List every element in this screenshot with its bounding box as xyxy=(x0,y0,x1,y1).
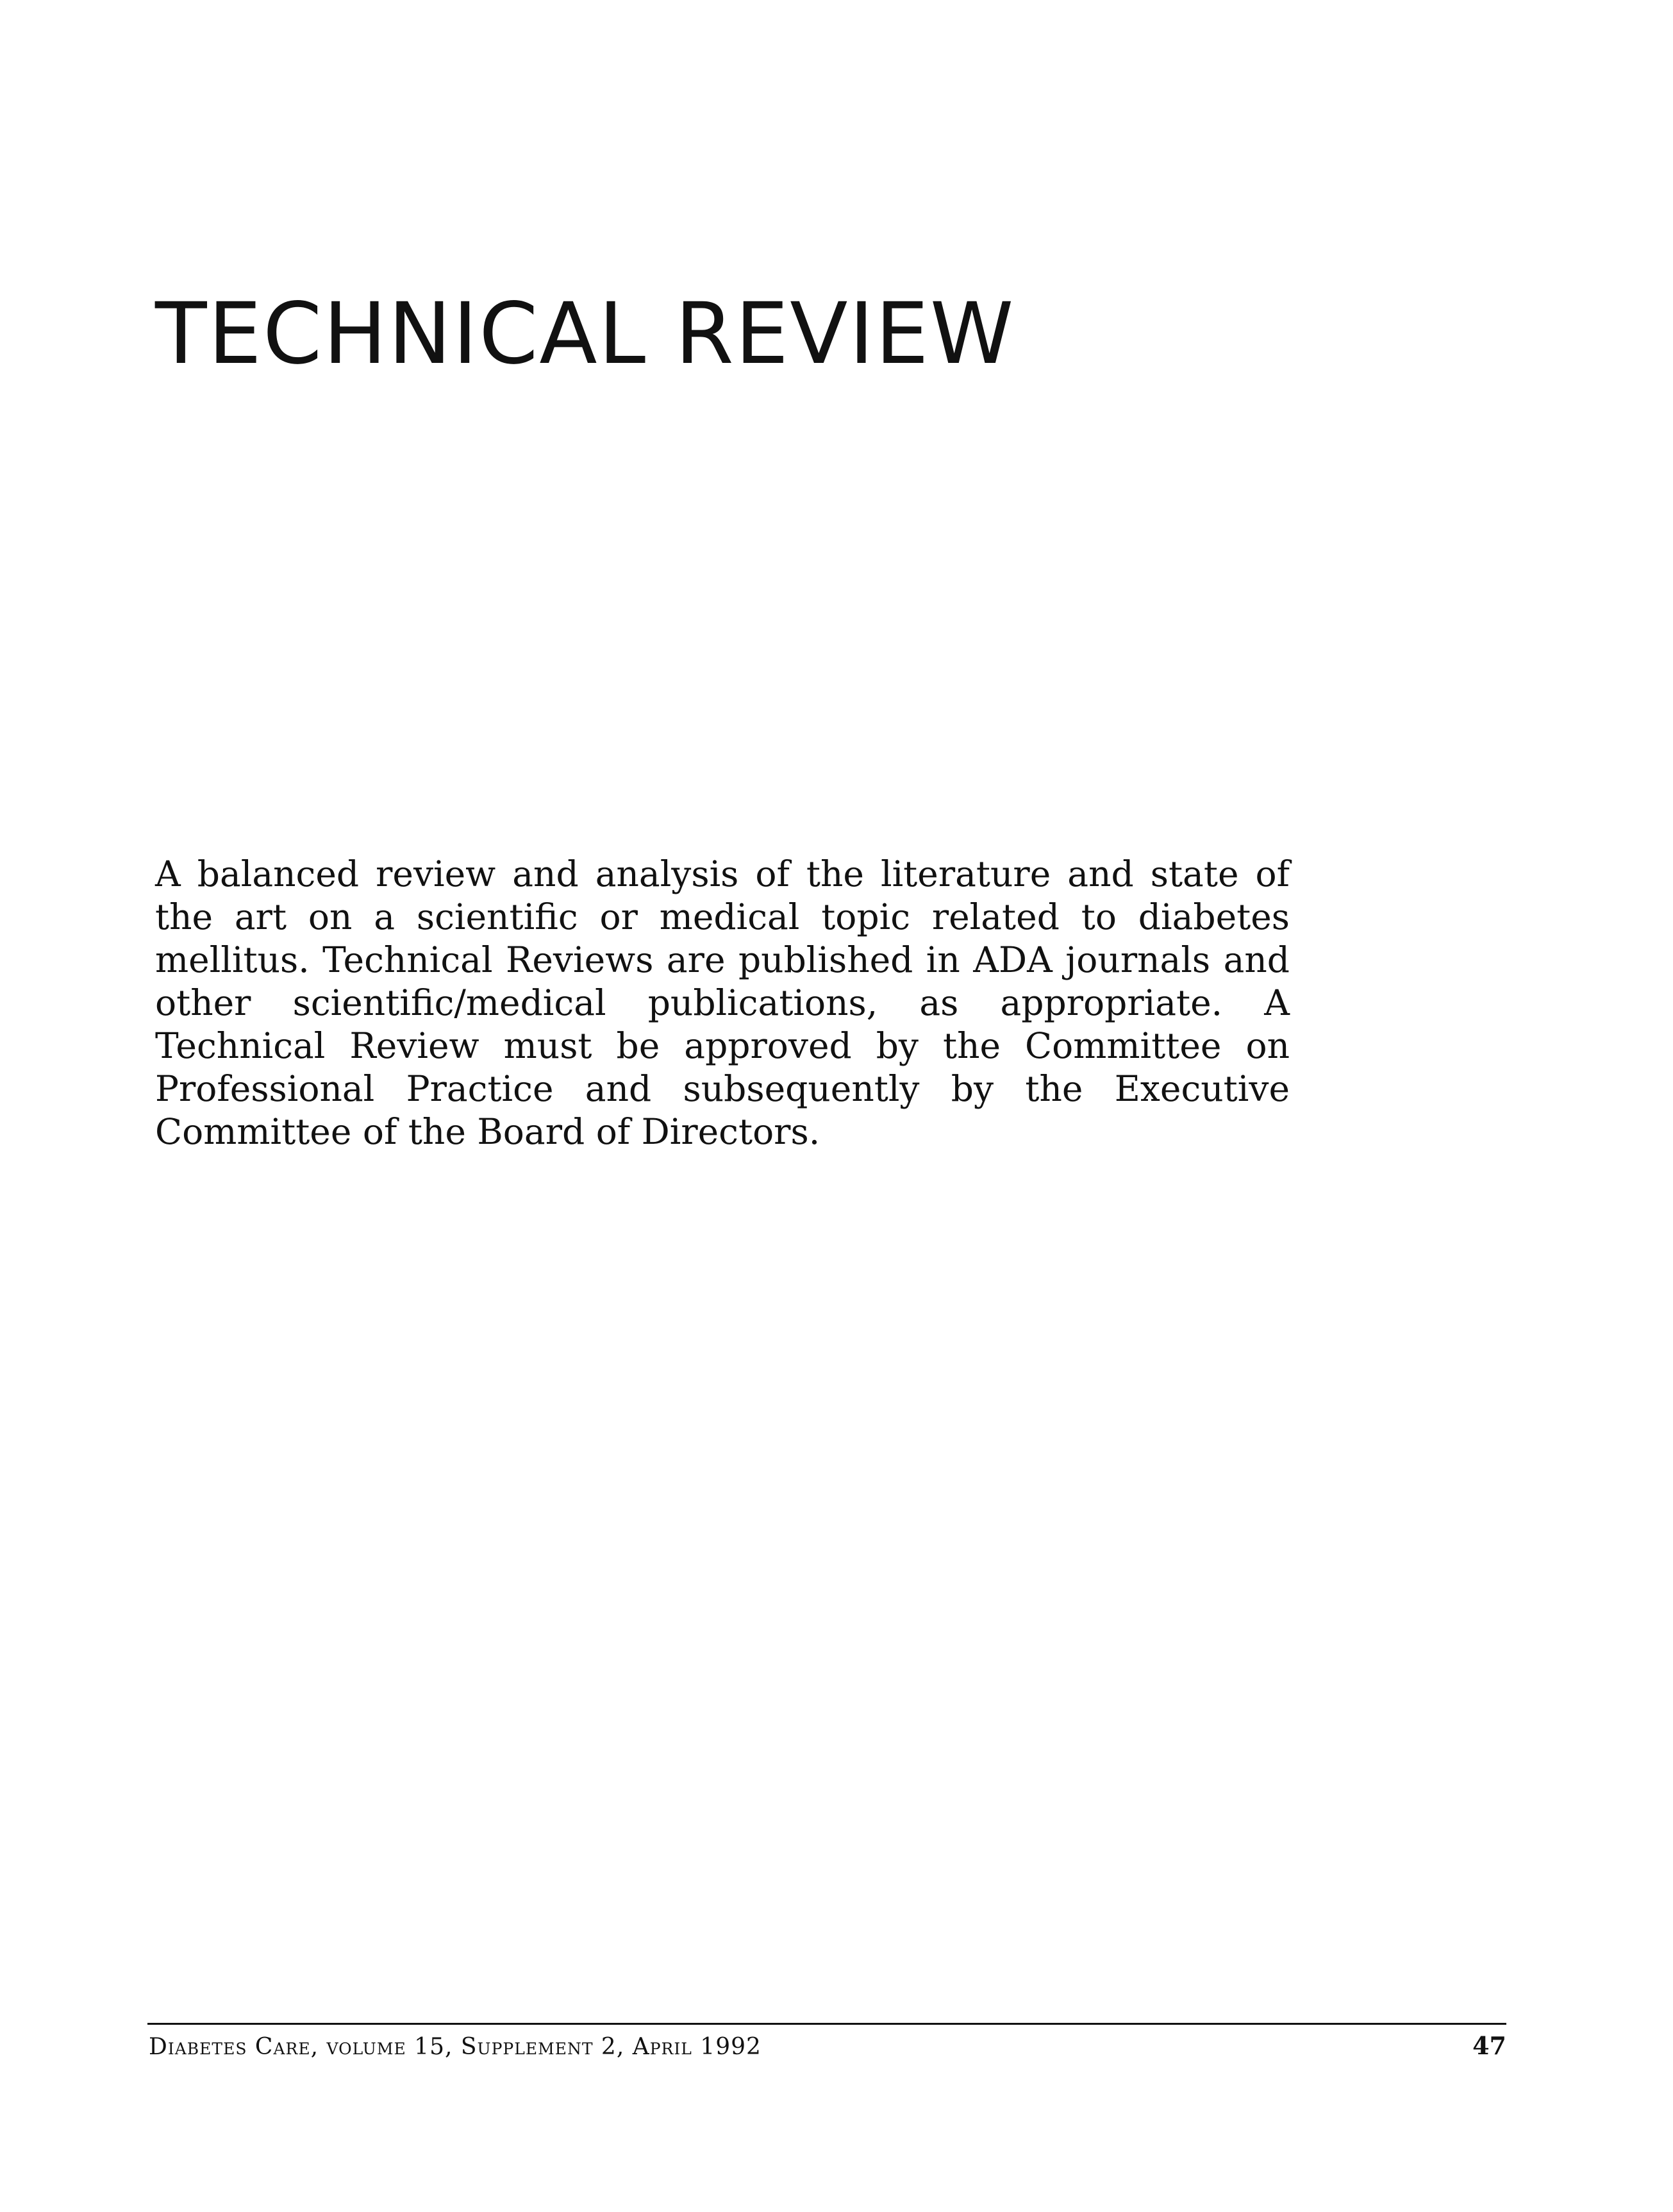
page-number: 47 xyxy=(1472,2031,1506,2060)
journal-citation: Diabetes Care, volume 15, Supplement 2, April 1992 xyxy=(149,2034,762,2060)
technical-review-description: A balanced review and analysis of the literature and state of the art on a scientific or medical topic related to diabetes mellitus. Technical Reviews are published in ADA journals and other scientific/medical publications, as appropriate. A Technical Review must be approved by the Committee on Professional Practice and subsequently by the Executive Committee of the Board of Directors. xyxy=(155,853,1290,1152)
footer-divider xyxy=(147,2023,1506,2025)
page-footer xyxy=(149,2031,1506,2060)
section-title: TECHNICAL REVIEW xyxy=(155,285,1015,383)
